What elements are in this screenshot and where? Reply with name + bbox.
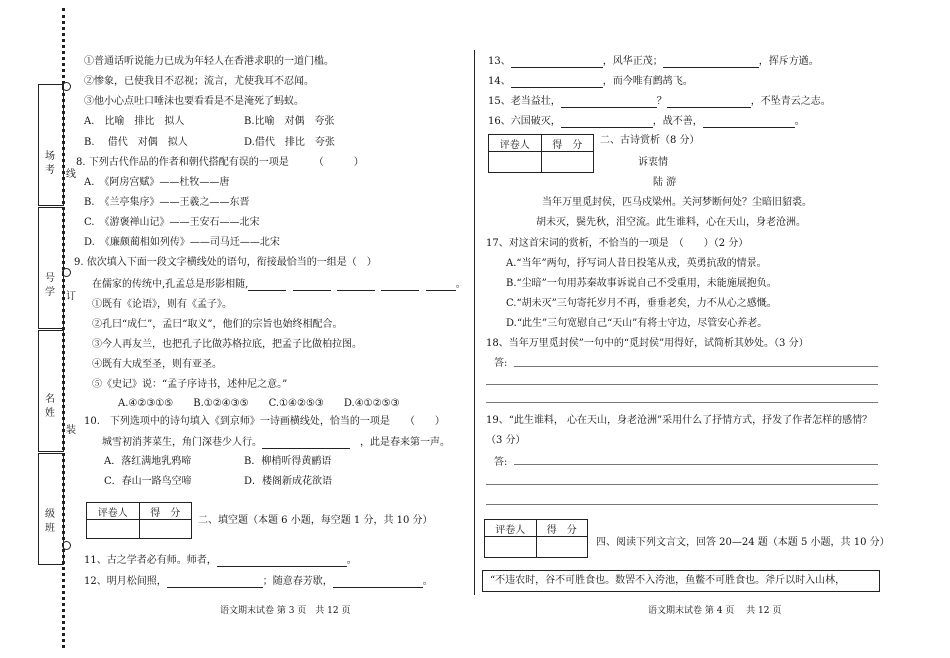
- q15: [488, 95, 831, 108]
- section-poetry-heading: 二、古诗赏析（8 分）: [600, 135, 700, 146]
- q9-options: A.④②③①⑤ B.①②④③⑤ C.①④②⑤③ D.④①②⑤③: [118, 398, 400, 409]
- q7-sentence-3: ③他小心点吐口唾沫也要看看是不是淹死了蚂蚁。: [84, 96, 304, 107]
- page-divider: [474, 50, 475, 595]
- exam-room-box: [38, 84, 64, 206]
- q15-blank-1[interactable]: [561, 97, 657, 108]
- grader-cell[interactable]: [489, 152, 542, 173]
- score-header: 得 分: [139, 503, 192, 520]
- q18-answer-line-3[interactable]: [486, 402, 878, 403]
- q17-option-c: C.“胡未灭”三句寄托岁月不再，垂垂老矣，力不从心之感慨。: [506, 298, 777, 309]
- q14-text-end: ，而今唯有鹧鸪飞。: [602, 76, 693, 87]
- q9-passage-text: 在儒家的传统中,孔孟总是形影相随,: [92, 279, 249, 290]
- left-footer: 语文期末试卷 第 3 页 共 12 页: [220, 606, 351, 616]
- q10-poem: [102, 436, 450, 449]
- q9-blank-4[interactable]: [381, 280, 419, 291]
- q17-stem: 17、对这首宋词的赏析，不恰当的一项是 （ ）（2 分）: [486, 238, 749, 249]
- q16-text-a: 16、六国破灭，: [488, 116, 561, 127]
- q13-text-mid: ，风华正茂；: [602, 56, 663, 67]
- q7-option-a: A. 比喻 排比 拟人: [84, 116, 185, 127]
- q10-stem: 10. 下列选项中的诗句填入《到京师》一诗画横线处，恰当的一项是 （ ）: [84, 416, 445, 427]
- q12-blank-1[interactable]: [167, 577, 263, 588]
- q9-blank-2[interactable]: [293, 280, 331, 291]
- student-number-label-1: 号: [45, 273, 55, 284]
- q7-option-c: B. 借代 对偶 拟人: [84, 137, 188, 148]
- q9-stem: 9. 依次填入下面一段文字横线处的语句，衔接最恰当的一组是（ ）: [74, 257, 377, 268]
- q7-sentence-2: ②惨象，已使我目不忍视；流言，尤使我耳不忍闻。: [84, 76, 314, 87]
- q10-option-b: B．柳梢听得黄鹂语: [244, 456, 332, 467]
- q14-number: 14、: [488, 76, 511, 87]
- right-footer: 语文期末试卷 第 4 页 共 12 页: [648, 606, 782, 616]
- score-header: 得 分: [541, 135, 594, 152]
- q7-option-b: B.比喻 对偶 夸张: [244, 116, 335, 127]
- grader-cell[interactable]: [87, 520, 140, 539]
- q10-poem-line-a: 城雪初消荠菜生，角门深巷少人行。: [102, 437, 262, 448]
- left-grading-box: [86, 502, 192, 539]
- q9-blank-3[interactable]: [337, 280, 375, 291]
- q11-blank[interactable]: [217, 556, 347, 567]
- q12-blank-2[interactable]: [333, 577, 423, 588]
- q9-passage: 在儒家的传统中,孔孟总是形影相随, 。: [92, 279, 466, 290]
- q13-blank-2[interactable]: [663, 57, 759, 68]
- grader-header: 评卷人: [485, 520, 537, 537]
- q16-blank-2[interactable]: [703, 117, 795, 128]
- grader-header: 评卷人: [87, 503, 140, 520]
- q11-text: 11、古之学者必有师。师者，: [84, 555, 217, 566]
- q13-number: 13、: [488, 56, 511, 67]
- q17-option-b: B.“尘暗”一句用苏秦故事诉说自己不受重用，未能施展抱负。: [506, 278, 777, 289]
- q17-option-d: D.“此生”三句宽慰自己“天山”有将士守边，尽管安心养老。: [506, 318, 768, 329]
- score-cell[interactable]: [536, 537, 588, 558]
- q9-sentence-1: ①既有《论语》，则有《孟子》。: [92, 299, 232, 310]
- exam-room-label-1: 场: [45, 151, 55, 162]
- q8-option-b: B. 《兰亭集序》——王羲之——东晋: [84, 197, 250, 208]
- binding-mark-xian: 线: [66, 169, 76, 180]
- q10-option-d: D．楼阁新成花欲语: [244, 476, 333, 487]
- exam-room-label-2: 考: [45, 165, 55, 176]
- q14: [488, 75, 693, 88]
- q16: 16、六国破灭， ，战不善， 。: [488, 116, 805, 127]
- q9-sentence-4: ④既有大成至圣，则有亚圣。: [92, 359, 222, 370]
- q19-answer-line-3[interactable]: [486, 504, 878, 505]
- q18-answer-line-1[interactable]: [514, 366, 878, 367]
- q15-text-c: ，不坠青云之志。: [750, 96, 831, 107]
- q12-text-b: ；随意春芳歇，: [262, 576, 333, 587]
- q11: 11、古之学者必有师。师者， 。: [84, 555, 357, 566]
- q17-option-a: A.“当年”两句，抒写词人昔日投笔从戎，英勇抗敌的情景。: [506, 258, 767, 269]
- binding-mark-ding: 订: [66, 291, 76, 302]
- poem-line-2: 胡未灭，鬓先秋，泪空流。此生谁料，心在天山，身老沧洲。: [536, 217, 806, 228]
- q7-option-d: D.借代 排比 夸张: [244, 137, 335, 148]
- q19-answer-line-1[interactable]: [514, 464, 878, 465]
- q19-answer-label: 答:: [494, 457, 508, 468]
- q15-text-b: ？: [656, 96, 667, 107]
- q9-blank-5[interactable]: [426, 280, 456, 291]
- q10-option-c: C．春山一路鸟空啼: [104, 476, 192, 487]
- q8-stem: 8. 下列古代作品的作者和朝代搭配有误的一项是 （ ）: [76, 157, 364, 168]
- q19-stem: 19、“此生谁料， 心在天山，身老沧洲”采用什么了抒情方式，抒发了作者怎样的感情？: [486, 415, 873, 426]
- q12: 12、明月松间照， ；随意春芳歇， 。: [84, 576, 433, 587]
- q14-blank[interactable]: [511, 77, 603, 88]
- q13-text-end: ，挥斥方遒。: [758, 56, 819, 67]
- name-label-1: 名: [45, 394, 55, 405]
- q8-option-c: C. 《游褒禅山记》——王安石——北宋: [84, 217, 260, 228]
- poem-line-1: 当年万里觅封侯，匹马戍梁州。关河梦断何处？尘暗旧貂裘。: [542, 197, 812, 208]
- q18-stem: 18、当年万里觅封侯”一句中的“觅封侯”用得好，试简析其妙处。（3 分）: [486, 338, 809, 349]
- binding-mark-zhuang: 装: [66, 425, 76, 436]
- student-number-label-2: 学: [45, 287, 55, 298]
- q10-blank[interactable]: [262, 438, 350, 449]
- q19-score: （3 分）: [486, 435, 526, 446]
- q15-text-a: 15、老当益壮，: [488, 96, 561, 107]
- q12-text-a: 12、明月松间照，: [84, 576, 167, 587]
- section-2-heading: 二、填空题（本题 6 小题，每空题 1 分，共 10 分）: [198, 515, 433, 526]
- poem-title: 诉衷情: [638, 157, 668, 168]
- q10-option-a: A．落红满地乳鸦啼: [104, 456, 192, 467]
- q9-blank-1[interactable]: [248, 280, 286, 291]
- student-number-box: [38, 207, 64, 329]
- q9-sentence-3: ③今人再友兰，也把孔子比做苏格拉底，把孟子比做柏拉图。: [92, 339, 362, 350]
- q18-answer-line-2[interactable]: [486, 384, 878, 385]
- class-label-1: 级: [45, 509, 55, 520]
- q10-poem-line-b: ，此是春来第一声。: [360, 437, 450, 448]
- name-label-2: 姓: [45, 408, 55, 419]
- q18-answer-label: 答:: [494, 358, 508, 369]
- q13-blank-1[interactable]: [511, 57, 603, 68]
- q19-answer-line-2[interactable]: [486, 484, 878, 485]
- passage-text: “不违农时，谷不可胜食也。数罟不入洿池，鱼鳖不可胜食也。斧斤以时入山林，: [490, 575, 846, 586]
- q9-sentence-2: ②孔曰“成仁”，孟曰“取义”，他们的宗旨也始终相配合。: [92, 319, 343, 330]
- grader-cell[interactable]: [485, 537, 537, 558]
- q16-blank-1[interactable]: [561, 117, 653, 128]
- q15-blank-2[interactable]: [667, 97, 751, 108]
- q8-option-a: A. 《阿房宫赋》——杜牧——唐: [84, 177, 230, 188]
- class-label-2: 班: [45, 523, 55, 534]
- grader-header: 评卷人: [489, 135, 542, 152]
- q13: [488, 55, 819, 68]
- right-grading-box-2: [484, 519, 588, 558]
- name-box: [38, 330, 64, 452]
- score-cell[interactable]: [541, 152, 594, 173]
- score-cell[interactable]: [139, 520, 192, 539]
- q8-option-d: D. 《廉颇蔺相如列传》——司马迁——北宋: [84, 237, 280, 248]
- score-header: 得 分: [536, 520, 588, 537]
- section-4-heading: 四、阅读下列文言文，回答 20—24 题（本题 5 小题，共 10 分）: [596, 537, 890, 548]
- right-grading-box-1: [488, 134, 594, 173]
- poem-author: 陆 游: [653, 177, 677, 188]
- q9-sentence-5: ⑤《史记》说：“孟子序诗书，述仲尼之意。”: [92, 379, 288, 390]
- q16-text-b: ，战不善，: [652, 116, 703, 127]
- q7-sentence-1: ①普通话听说能力已成为年轻人在香港求职的一道门槛。: [84, 56, 334, 67]
